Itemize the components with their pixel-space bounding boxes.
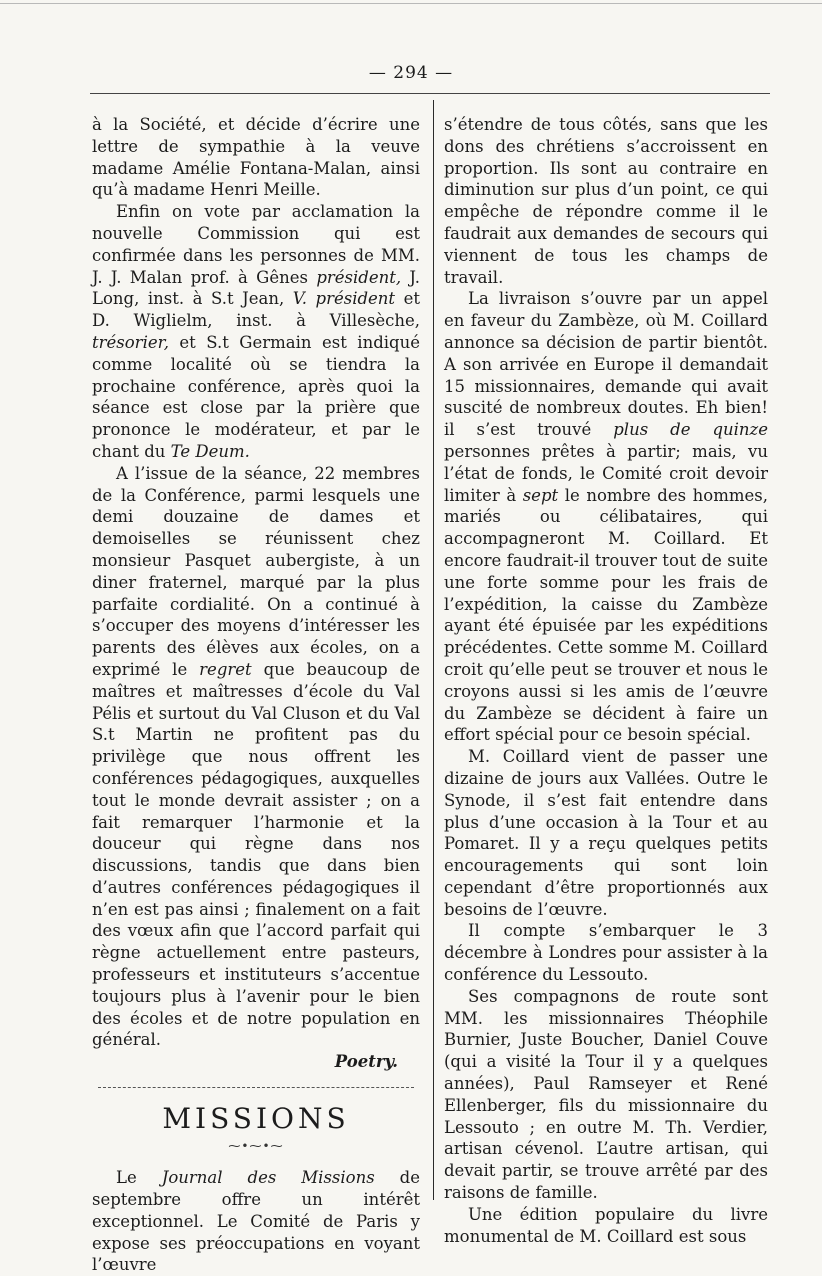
column-divider [433, 100, 434, 1200]
paragraph: M. Coillard vient de passer une dizaine de jours aux Vallées. Outre le Synode, il s’est fait entendre dans plus d’une occasion à la Tour et au Pomaret. Il y a reçu quelques petits encouragements qui sont loin cependant d’être proportionnés aux besoins de l’œuvre. [444, 747, 768, 919]
left-column [92, 114, 420, 1276]
paragraph: Ses compagnons de route sont MM. les missionnaires Théophile Burnier, Juste Boucher, Daniel Couve (qui a visité la Tour il y a quelques années), Paul Ramseyer et René Ellenberger, fils du missionnaire du Lessouto ; en outre M. Th. Verdier, artisan cévenol. L’autre artisan, qui devait partir, se trouve arrêté par des raisons de famille. [444, 986, 768, 1203]
paragraph: Une édition populaire du livre monumental de M. Coillard est sous [444, 1204, 768, 1246]
top-edge-rule [0, 3, 822, 4]
paragraph: s’étendre de tous côtés, sans que les dons des chrétiens s’accroissent en proportion. Ils sont au contraire en diminution sur plus d’un point, ce qui empêche de répondre comme il le faudrait aux demandes de secours qui viennent de tous les champs de travail. [444, 115, 768, 287]
page-number: — 294 — [368, 63, 454, 83]
section-separator [98, 1087, 414, 1088]
paragraph: Enfin on vote par acclamation la nouvelle Commission qui est confirmée dans les personnes de MM. J. J. Malan prof. à Gênes président, J. Long, inst. à S.t Jean, V. président et D. Wiglielm, inst. à Villesèche, trésorier, et S.t Germain est indiqué comme localité où se tiendra la prochaine conférence, après quoi la séance est close par la prière que prononce le modérateur, et par le chant du Te Deum. [92, 202, 421, 461]
header-rule [90, 93, 770, 94]
author-signature: Poetry. [334, 1052, 398, 1072]
section-title: MISSIONS [162, 1102, 350, 1136]
paragraph: à la Société, et décide d’écrire une lettre de sympathie à la veuve madame Amélie Fontana-Malan, ainsi qu’à madame Henri Meille. [92, 115, 420, 200]
paragraph: Il compte s’embarquer le 3 décembre à Londres pour assister à la conférence du Lessouto. [444, 921, 768, 985]
title-ornament: ⁓•⁓•⁓ [228, 1139, 284, 1154]
paragraph: Le Journal des Missions de septembre offre un intérêt exceptionnel. Le Comité de Paris y expose ses préoccupations en voyant l’œuvre [92, 1168, 421, 1275]
paragraph: La livraison s’ouvre par un appel en faveur du Zambèze, où M. Coillard annonce sa décision de partir bientôt. A son arrivée en Europe il demandait 15 missionnaires, demande qui avait suscité de nombreux doutes. Eh bien! il s’est trouvé plus de quinze personnes prêtes à partir; mais, vu l’état de fonds, le Comité croit devoir limiter à sept le nombre des hommes, mariés ou célibataires, qui accompagneront M. Coillard. Et encore faudrait-il trouver tout de suite une forte somme pour les frais de l’expédition, la caisse du Zambèze ayant été épuisée par les expéditions précédentes. Cette somme M. Coillard croit qu’elle peut se trouver et nous le croyons aussi si les amis de l’œuvre du Zambèze se décident à faire un effort spécial pour ce besoin spécial. [444, 289, 768, 745]
paragraph: A l’issue de la séance, 22 membres de la Conférence, parmi lesquels une demi douzaine de dames et demoiselles se réunissent chez monsieur Pasquet aubergiste, à un diner fraternel, marqué par la plus parfaite cordialité. On a continué à s’occuper des moyens d’intéresser les parents des élèves aux écoles, on a exprimé le regret que beaucoup de maîtres et maîtresses d’école du Val Pélis et surtout du Val Cluson et du Val S.t Martin ne profitent pas du privilège que nous offrent les conférences pédagogiques, auxquelles tout le monde devrait assister ; on a fait remarquer l’harmonie et la douceur qui règne dans nos discussions, tandis que dans bien d’autres conférences pédagogiques il n’en est pas ainsi ; finalement on a fait des vœux afin que l’accord parfait qui règne actuellement entre pasteurs, professeurs et instituteurs s’accentue toujours plus à l’avenir pour le bien des écoles et de notre population en général. [92, 463, 420, 1050]
right-column [444, 114, 768, 1247]
